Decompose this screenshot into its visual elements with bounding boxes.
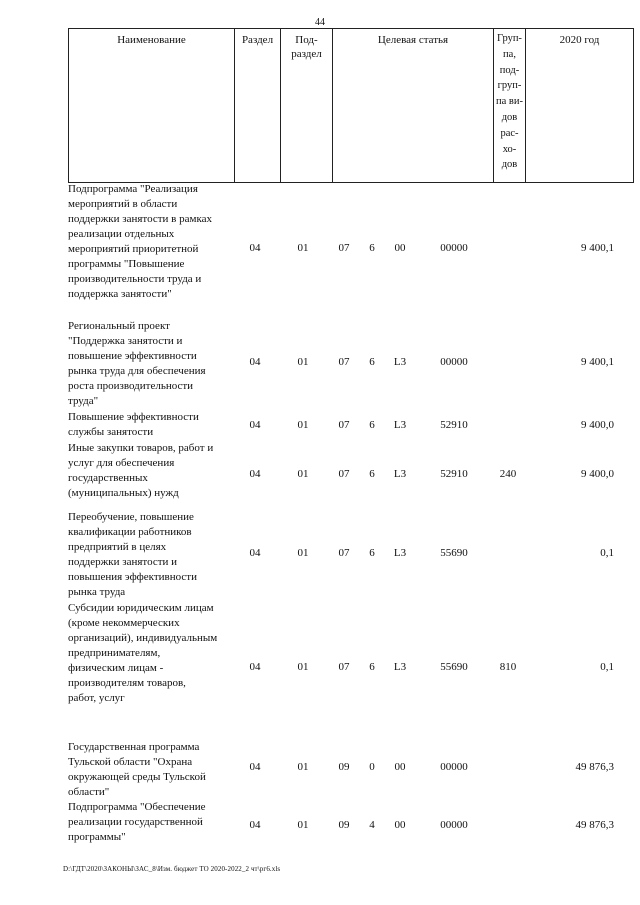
row-name [68, 601, 240, 706]
row-name-line: поддержка занятости" [68, 288, 172, 300]
header-group-line: дов [501, 111, 518, 123]
row-name-line: Субсидии юридическим лицам [68, 602, 214, 614]
row-section: 04 [249, 661, 261, 673]
row-name-line: производителям товаров, [68, 677, 186, 689]
row-name-line: предприятий в целях [68, 541, 167, 553]
row-target-event: L3 [393, 547, 407, 559]
table-header [68, 28, 634, 183]
page-number: 44 [315, 17, 325, 28]
row-target-subprogram: 6 [369, 661, 375, 673]
row-name-line: квалификации работников [68, 526, 192, 538]
row-target-subprogram: 6 [369, 419, 375, 431]
header-target: Целевая статья [332, 28, 493, 183]
header-subsection-line: раздел [291, 48, 322, 61]
row-target-direction: 52910 [440, 468, 468, 480]
row-target-direction: 00000 [440, 356, 468, 368]
row-target-program: 07 [338, 419, 350, 431]
row-amount: 9 400,0 [581, 419, 614, 431]
row-name-line: повышение эффективности [68, 350, 197, 362]
row-section: 04 [249, 819, 261, 831]
header-group-line: Груп- [497, 33, 522, 44]
row-target-subprogram: 6 [369, 242, 375, 254]
row-target-program: 07 [338, 547, 350, 559]
row-name-line: физическим лицам - [68, 662, 164, 674]
row-name-line: программы" [68, 831, 126, 843]
row-target-event: L3 [393, 468, 407, 480]
row-name-line: государственных [68, 472, 148, 484]
header-group-line: хо- [502, 143, 517, 155]
row-target-subprogram: 6 [369, 356, 375, 368]
row-name-line: роста производительности [68, 380, 194, 392]
row-target-program: 09 [338, 819, 350, 831]
header-right-border [633, 28, 634, 183]
row-name-line: производительности труда и [68, 273, 202, 285]
row-section: 04 [249, 419, 261, 431]
row-name-line: поддержки занятости и [68, 556, 178, 568]
row-target-event: L3 [393, 661, 407, 673]
row-subsection: 01 [297, 242, 309, 254]
row-target-event: 00 [394, 819, 406, 831]
row-name-line: услуг для обеспечения [68, 457, 175, 469]
row-section: 04 [249, 761, 261, 773]
row-target-event: L3 [393, 419, 407, 431]
row-target-event: 00 [394, 761, 406, 773]
row-target-program: 09 [338, 761, 350, 773]
row-target-program: 07 [338, 661, 350, 673]
row-name [68, 740, 240, 800]
row-target-direction: 52910 [440, 419, 468, 431]
row-name-line: (кроме некоммерческих [68, 617, 180, 629]
row-name-line: повышения эффективности [68, 571, 197, 583]
row-name-line: предпринимателям, [68, 647, 161, 659]
row-name-line: "Поддержка занятости и [68, 335, 183, 347]
row-target-program: 07 [338, 356, 350, 368]
row-name-line: труда" [68, 395, 99, 407]
row-name [68, 510, 240, 600]
header-name: Наименование [68, 28, 234, 183]
header-year: 2020 год [525, 28, 633, 183]
row-amount: 49 876,3 [575, 761, 614, 773]
row-target-program: 07 [338, 468, 350, 480]
row-name [68, 410, 240, 440]
header-subsection-line: Под- [295, 34, 318, 46]
row-name-line: Региональный проект [68, 320, 170, 332]
row-name [68, 182, 240, 302]
row-name-line: программы "Повышение [68, 258, 185, 270]
row-target-subprogram: 4 [369, 819, 375, 831]
file-path-footer: D:\ГДТ\2020\ЗАКОНЫ\ЗАС_8\Изм. бюджет ТО 2020-2022_2 чт\рг6.xls [63, 865, 281, 873]
row-subsection: 01 [297, 761, 309, 773]
row-target-subprogram: 6 [369, 468, 375, 480]
row-target-direction: 00000 [440, 242, 468, 254]
row-name-line: Подпрограмма "Обеспечение [68, 801, 206, 813]
row-section: 04 [249, 356, 261, 368]
row-name [68, 441, 240, 501]
row-target-event: 00 [394, 242, 406, 254]
row-name-line: реализации отдельных [68, 228, 175, 240]
row-section: 04 [249, 547, 261, 559]
row-amount: 9 400,1 [581, 242, 614, 254]
row-target-direction: 00000 [440, 761, 468, 773]
row-name-line: окружающей среды Тульской [68, 771, 206, 783]
row-target-direction: 00000 [440, 819, 468, 831]
row-name [68, 800, 240, 845]
row-name-line: области" [68, 786, 110, 798]
header-group-line: под- [499, 64, 520, 76]
row-name-line: Переобучение, повышение [68, 511, 194, 523]
row-subsection: 01 [297, 819, 309, 831]
row-subsection: 01 [297, 547, 309, 559]
row-target-event: L3 [393, 356, 407, 368]
row-group: 240 [499, 468, 517, 480]
row-name-line: организаций), индивидуальным [68, 632, 218, 644]
row-amount: 9 400,1 [581, 356, 614, 368]
row-subsection: 01 [297, 661, 309, 673]
row-name-line: Подпрограмма "Реализация [68, 183, 198, 195]
row-target-subprogram: 0 [369, 761, 375, 773]
header-subsection [280, 28, 332, 183]
header-group-line: дов [501, 159, 518, 171]
row-amount: 9 400,0 [581, 468, 614, 480]
row-amount: 0,1 [600, 661, 614, 673]
header-group-line: па, [503, 48, 516, 60]
row-name-line: (муниципальных) нужд [68, 487, 179, 499]
row-name-line: мероприятий приоритетной [68, 243, 199, 255]
row-name-line: мероприятий в области [68, 198, 178, 210]
header-group-line: груп- [497, 80, 522, 92]
row-name-line: Тульской области "Охрана [68, 756, 193, 768]
header-section: Раздел [234, 28, 280, 183]
row-subsection: 01 [297, 468, 309, 480]
row-name-line: реализации государственной [68, 816, 203, 828]
row-amount: 49 876,3 [575, 819, 614, 831]
row-group: 810 [499, 661, 517, 673]
header-group-line: па ви- [496, 96, 523, 108]
row-name-line: службы занятости [68, 426, 154, 438]
row-section: 04 [249, 468, 261, 480]
row-section: 04 [249, 242, 261, 254]
row-name [68, 319, 240, 409]
row-name-line: Повышение эффективности [68, 411, 199, 423]
row-name-line: работ, услуг [68, 692, 125, 704]
row-name-line: рынка труда [68, 586, 126, 598]
row-target-direction: 55690 [440, 661, 468, 673]
row-target-subprogram: 6 [369, 547, 375, 559]
row-amount: 0,1 [600, 547, 614, 559]
header-group [493, 28, 525, 183]
row-subsection: 01 [297, 356, 309, 368]
row-target-program: 07 [338, 242, 350, 254]
row-name-line: Государственная программа [68, 741, 200, 753]
row-name-line: Иные закупки товаров, работ и [68, 442, 214, 454]
header-group-line: рас- [500, 127, 519, 139]
row-name-line: рынка труда для обеспечения [68, 365, 206, 377]
row-subsection: 01 [297, 419, 309, 431]
row-name-line: поддержки занятости в рамках [68, 213, 213, 225]
row-target-direction: 55690 [440, 547, 468, 559]
